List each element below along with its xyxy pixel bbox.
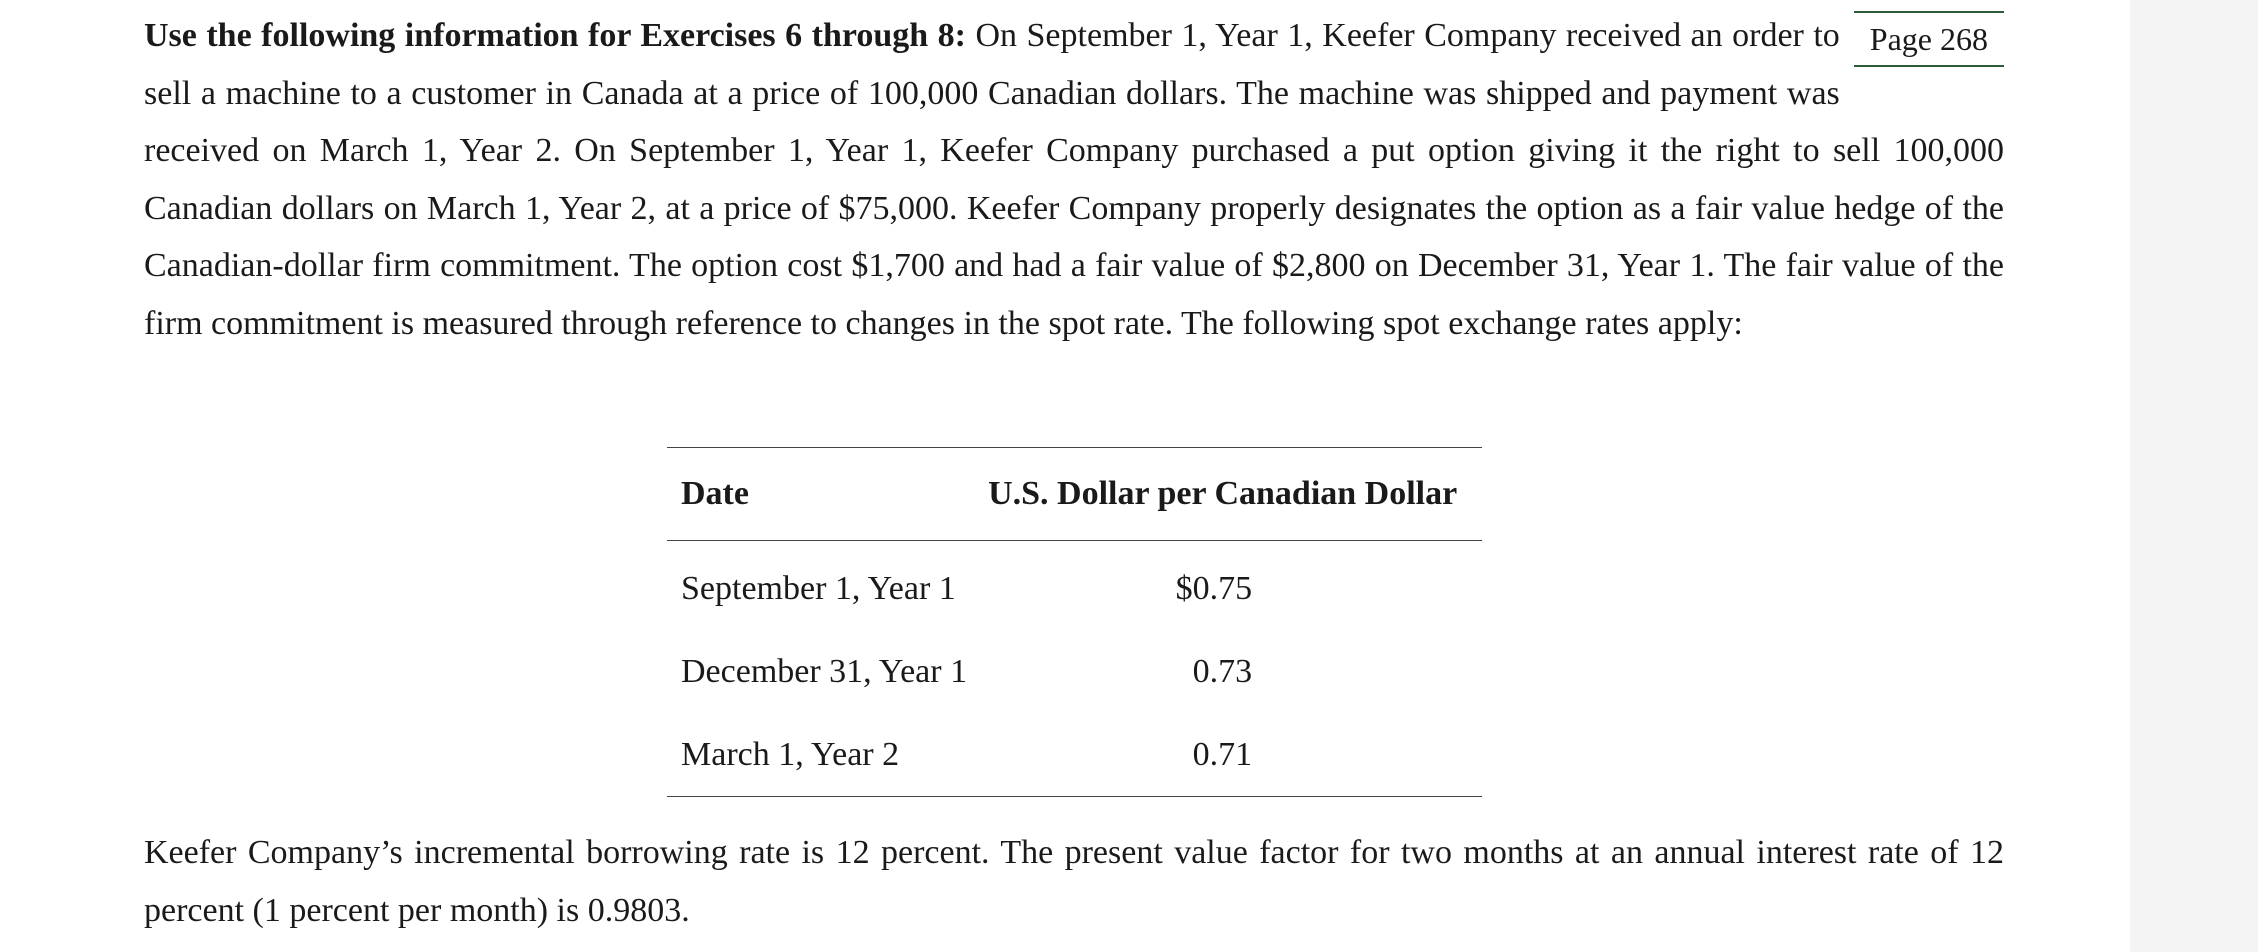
table-row	[667, 713, 1482, 797]
table-header-row	[667, 448, 1482, 541]
column-header-date: Date	[667, 448, 988, 541]
row-date: September 1, Year 1	[681, 569, 956, 607]
column-header-rate: U.S. Dollar per Canadian Dollar	[988, 448, 1482, 541]
table-row	[667, 630, 1482, 713]
row-rate: $0.75	[1175, 569, 1253, 607]
row-date: March 1, Year 2	[667, 713, 988, 797]
row-date: December 31, Year 1	[681, 652, 968, 690]
closing-paragraph: Keefer Company’s incremental borrowing rate is 12 percent. The present value factor for two months at an annual interest rate of 12 percent (1 percent per month) is 0.9803.	[144, 834, 2004, 929]
intro-paragraph	[144, 7, 2004, 353]
right-margin-panel	[2130, 0, 2258, 952]
row-rate: 0.73	[1192, 652, 1253, 690]
row-rate: 0.71	[1192, 735, 1253, 773]
exercise-lead: Use the following information for Exercises 6 through 8:	[144, 17, 966, 54]
exchange-rate-table	[667, 447, 1482, 797]
table-row	[667, 541, 1482, 631]
intro-body: On September 1, Year 1, Keefer Company received an order to sell a machine to a customer in Canada at a price of 100,000 Canadian dollars. The machine was shipped and payment was received on March 1, Year 2. On September 1, Year 1, Keefer Company purchased a put option giving it the right to sell 100,000 Canadian dollars on March 1, Year 2, at a price of $75,000. Keefer Company properly designates the option as a fair value hedge of the Canadian-dollar firm commitment. The option cost $1,700 and had a fair value of $2,800 on December 31, Year 1. The fair value of the firm commitment is measured through reference to changes in the spot rate. The following spot exchange rates apply:	[144, 17, 2004, 342]
page-marker: Page 268	[1854, 11, 2004, 67]
